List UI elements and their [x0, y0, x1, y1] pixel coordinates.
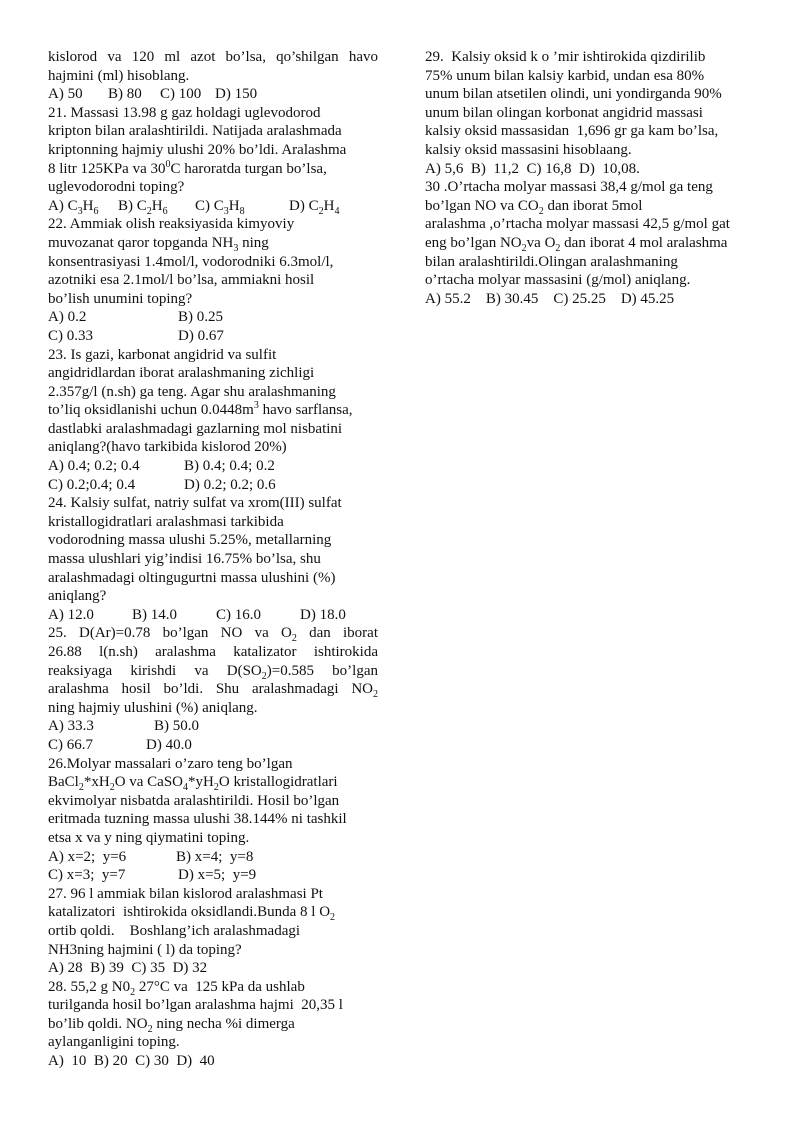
question-21-text: 21. Massasi 13.98 g gaz holdagi uglevodorod — [48, 104, 321, 121]
question-text: turilganda hosil bo’lgan aralashma hajmi 20,35 l — [48, 997, 343, 1014]
question-text: kislorod va 120 ml azot bo’lsa, qo’shilgan havo — [48, 49, 378, 65]
answer-options: A) 28 B) 39 C) 35 D) 32 — [48, 960, 208, 977]
option: A) 33.3 — [48, 718, 94, 735]
answer-options: A) 10 B) 20 C) 30 D) 40 — [48, 1053, 215, 1070]
question-27-text: 27. 96 l ammiak bilan kislorod aralashmasi Pt — [48, 885, 323, 902]
right-column — [425, 48, 760, 308]
option: B) 0.25 — [178, 309, 223, 326]
question-28-text: 28. 55,2 g $N0_2$ 27°C va 125 kPa da ushlab — [48, 978, 305, 998]
option: B) x=4; y=8 — [176, 848, 254, 865]
question-text: unum bilan atsetilen olindi, uni yondirganda 90% — [425, 86, 722, 103]
question-text: unum bilan olingan korbonat angidrid massasi — [425, 104, 703, 121]
question-text: kriptonning hajmiy ulushi 20% bo’ldi. Aralashma — [48, 141, 347, 158]
option: A) 0.2 — [48, 309, 87, 326]
option: C) 100 — [160, 86, 202, 103]
question-25-text: 25. D(Ar)=0.78 bo’lgan NO va $O_2$ dan iborat — [48, 625, 378, 645]
answer-options — [48, 457, 378, 476]
answer-options — [48, 606, 378, 625]
question-text: reaksiyaga kirishdi va $D(SO_2)=0.585$ bo’lgan — [48, 662, 378, 682]
option: A) 50 — [48, 86, 83, 103]
question-text: aralashma hosil bo’ldi. Shu aralashmadagi $NO_2$ — [48, 681, 378, 701]
question-29-text: 29. Kalsiy oksid k o ’mir ishtirokida qizdirilib — [425, 49, 706, 65]
question-text: kripton bilan aralashtirildi. Natijada aralashmada — [48, 123, 342, 140]
answer-options: A) 55.2 B) 30.45 C) 25.25 D) 45.25 — [425, 290, 675, 307]
option: B) 0.4; 0.4; 0.2 — [184, 458, 275, 475]
question-text: katalizatori ishtirokida oksidlandi.Bunda 8 l $O_2$ — [48, 904, 336, 924]
option: C) $C_3H_8$ — [195, 197, 245, 217]
question-text: to’liq oksidlanishi uchun $0.0448m^3$ havo sarflansa, — [48, 400, 353, 419]
question-23-text: 23. Is gazi, karbonat angidrid va sulfit — [48, 346, 277, 363]
question-text: 26.88 l(n.sh) aralashma katalizator ishtirokida — [48, 644, 378, 660]
question-26-text: 26.Molyar massalari o’zaro teng bo’lgan — [48, 755, 293, 772]
question-text: kalsiy oksid massasidan 1,696 gr ga kam bo’lsa, — [425, 123, 719, 140]
question-text: eritmada tuzning massa ulushi 38.144% ni tashkil — [48, 811, 347, 828]
question-text: muvozanat qaror topganda $NH_3$ ning — [48, 234, 269, 254]
answer-options — [48, 717, 378, 736]
question-text: NH3ning hajmini ( l) da toping? — [48, 941, 242, 958]
answer-options — [48, 848, 378, 867]
question-text: eng bo’lgan $NO_2va$ $O_2$ dan iborat 4 mol aralashma — [425, 234, 728, 254]
option: C) 16.0 — [216, 606, 261, 623]
question-text: bilan aralashtirildi.Olingan aralashmaning — [425, 253, 678, 270]
option: D) 150 — [215, 86, 258, 103]
question-text: kalsiy oksid massasini hisoblaang. — [425, 141, 632, 158]
question-text: dastlabki aralashmadagi gazlarning mol nisbatini — [48, 420, 343, 437]
question-text: 8 litr 125KPa va $30^0C$ haroratda turgan bo’lsa, — [48, 158, 327, 177]
option: D) x=5; y=9 — [178, 867, 257, 884]
option: A) 12.0 — [48, 606, 94, 623]
option: A) 0.4; 0.2; 0.4 — [48, 458, 140, 475]
option: C) 66.7 — [48, 736, 93, 753]
question-30-text: 30 .O’rtacha molyar massasi 38,4 g/mol ga teng — [425, 179, 713, 196]
question-text: azotniki esa 2.1mol/l bo’lsa, ammiakni hosil — [48, 272, 315, 289]
question-text: $BaCl_2*xH_2O$ va $CaSO_4*yH_2O$ kristallogidratlari — [48, 774, 338, 794]
option: B) 50.0 — [154, 718, 199, 735]
answer-options — [48, 197, 378, 216]
question-22-text: 22. Ammiak olish reaksiyasida kimyoviy — [48, 216, 295, 233]
answer-options — [48, 327, 378, 346]
question-text: 75% unum bilan kalsiy karbid, undan esa 80% — [425, 67, 705, 84]
question-text: angidridlardan iborat aralashmaning zichligi — [48, 365, 315, 382]
question-text: massa ulushlari yig’indisi 16.75% bo’lsa, shu — [48, 551, 321, 568]
question-text: o’rtacha molyar massasini (g/mol) aniqlang. — [425, 272, 691, 289]
question-text: aylanganligini toping. — [48, 1034, 180, 1051]
answer-options: A) 5,6 B) 11,2 C) 16,8 D) 10,08. — [425, 160, 640, 177]
option: C) 0.2;0.4; 0.4 — [48, 476, 136, 493]
option: B) $C_2H_6$ — [118, 197, 168, 217]
question-text: ning hajmiy ulushini (%) aniqlang. — [48, 699, 258, 716]
option: C) x=3; y=7 — [48, 867, 126, 884]
question-text: bo’lgan NO va $CO_2$ dan iborat 5mol — [425, 197, 643, 217]
question-text: kristallogidratlari aralashmasi tarkibida — [48, 513, 284, 530]
question-text: konsentrasiyasi 1.4mol/l, vodorodniki 6.3mol/l, — [48, 253, 334, 270]
question-text: aniqlang?(havo tarkibida kislorod 20%) — [48, 439, 287, 456]
question-text: aniqlang? — [48, 588, 107, 605]
question-text: uglevodorodni toping? — [48, 179, 185, 196]
question-text: aralashma ,o’rtacha molyar massasi 42,5 g/mol gat — [425, 216, 730, 233]
answer-options — [48, 736, 378, 755]
option: B) 14.0 — [132, 606, 177, 623]
question-text: bo’lib qoldi. $NO_2$ ning necha %i dimerga — [48, 1015, 295, 1035]
question-text: aralashmadagi oltingugurtni massa ulushini (%) — [48, 569, 336, 586]
option: A) $C_3H_6$ — [48, 197, 99, 217]
option: A) x=2; y=6 — [48, 848, 127, 865]
question-text: etsa x va y ning qiymatini toping. — [48, 829, 250, 846]
option: B) 80 — [108, 86, 142, 103]
left-column — [48, 48, 378, 1071]
question-text: 2.357g/l (n.sh) ga teng. Agar shu aralashmaning — [48, 383, 336, 400]
option: D) 18.0 — [300, 606, 346, 623]
option: D) 40.0 — [146, 736, 192, 753]
question-24-text: 24. Kalsiy sulfat, natriy sulfat va xrom(III) sulfat — [48, 495, 342, 512]
option: D) $C_2H_4$ — [289, 197, 340, 217]
question-text: ekvimolyar nisbatda aralashtirildi. Hosil bo’lgan — [48, 792, 340, 809]
question-text: bo’lish unumini toping? — [48, 290, 193, 307]
option: D) 0.2; 0.2; 0.6 — [184, 476, 276, 493]
question-text: vodorodning massa ulushi 5.25%, metallarning — [48, 532, 332, 549]
answer-options — [48, 866, 378, 885]
question-text: hajmini (ml) hisoblang. — [48, 67, 190, 84]
answer-options — [48, 308, 378, 327]
answer-options — [48, 476, 378, 495]
option: D) 0.67 — [178, 327, 224, 344]
question-text: ortib qoldi. Boshlang’ich aralashmadagi — [48, 922, 301, 939]
option: C) 0.33 — [48, 327, 93, 344]
answer-options — [48, 85, 378, 104]
